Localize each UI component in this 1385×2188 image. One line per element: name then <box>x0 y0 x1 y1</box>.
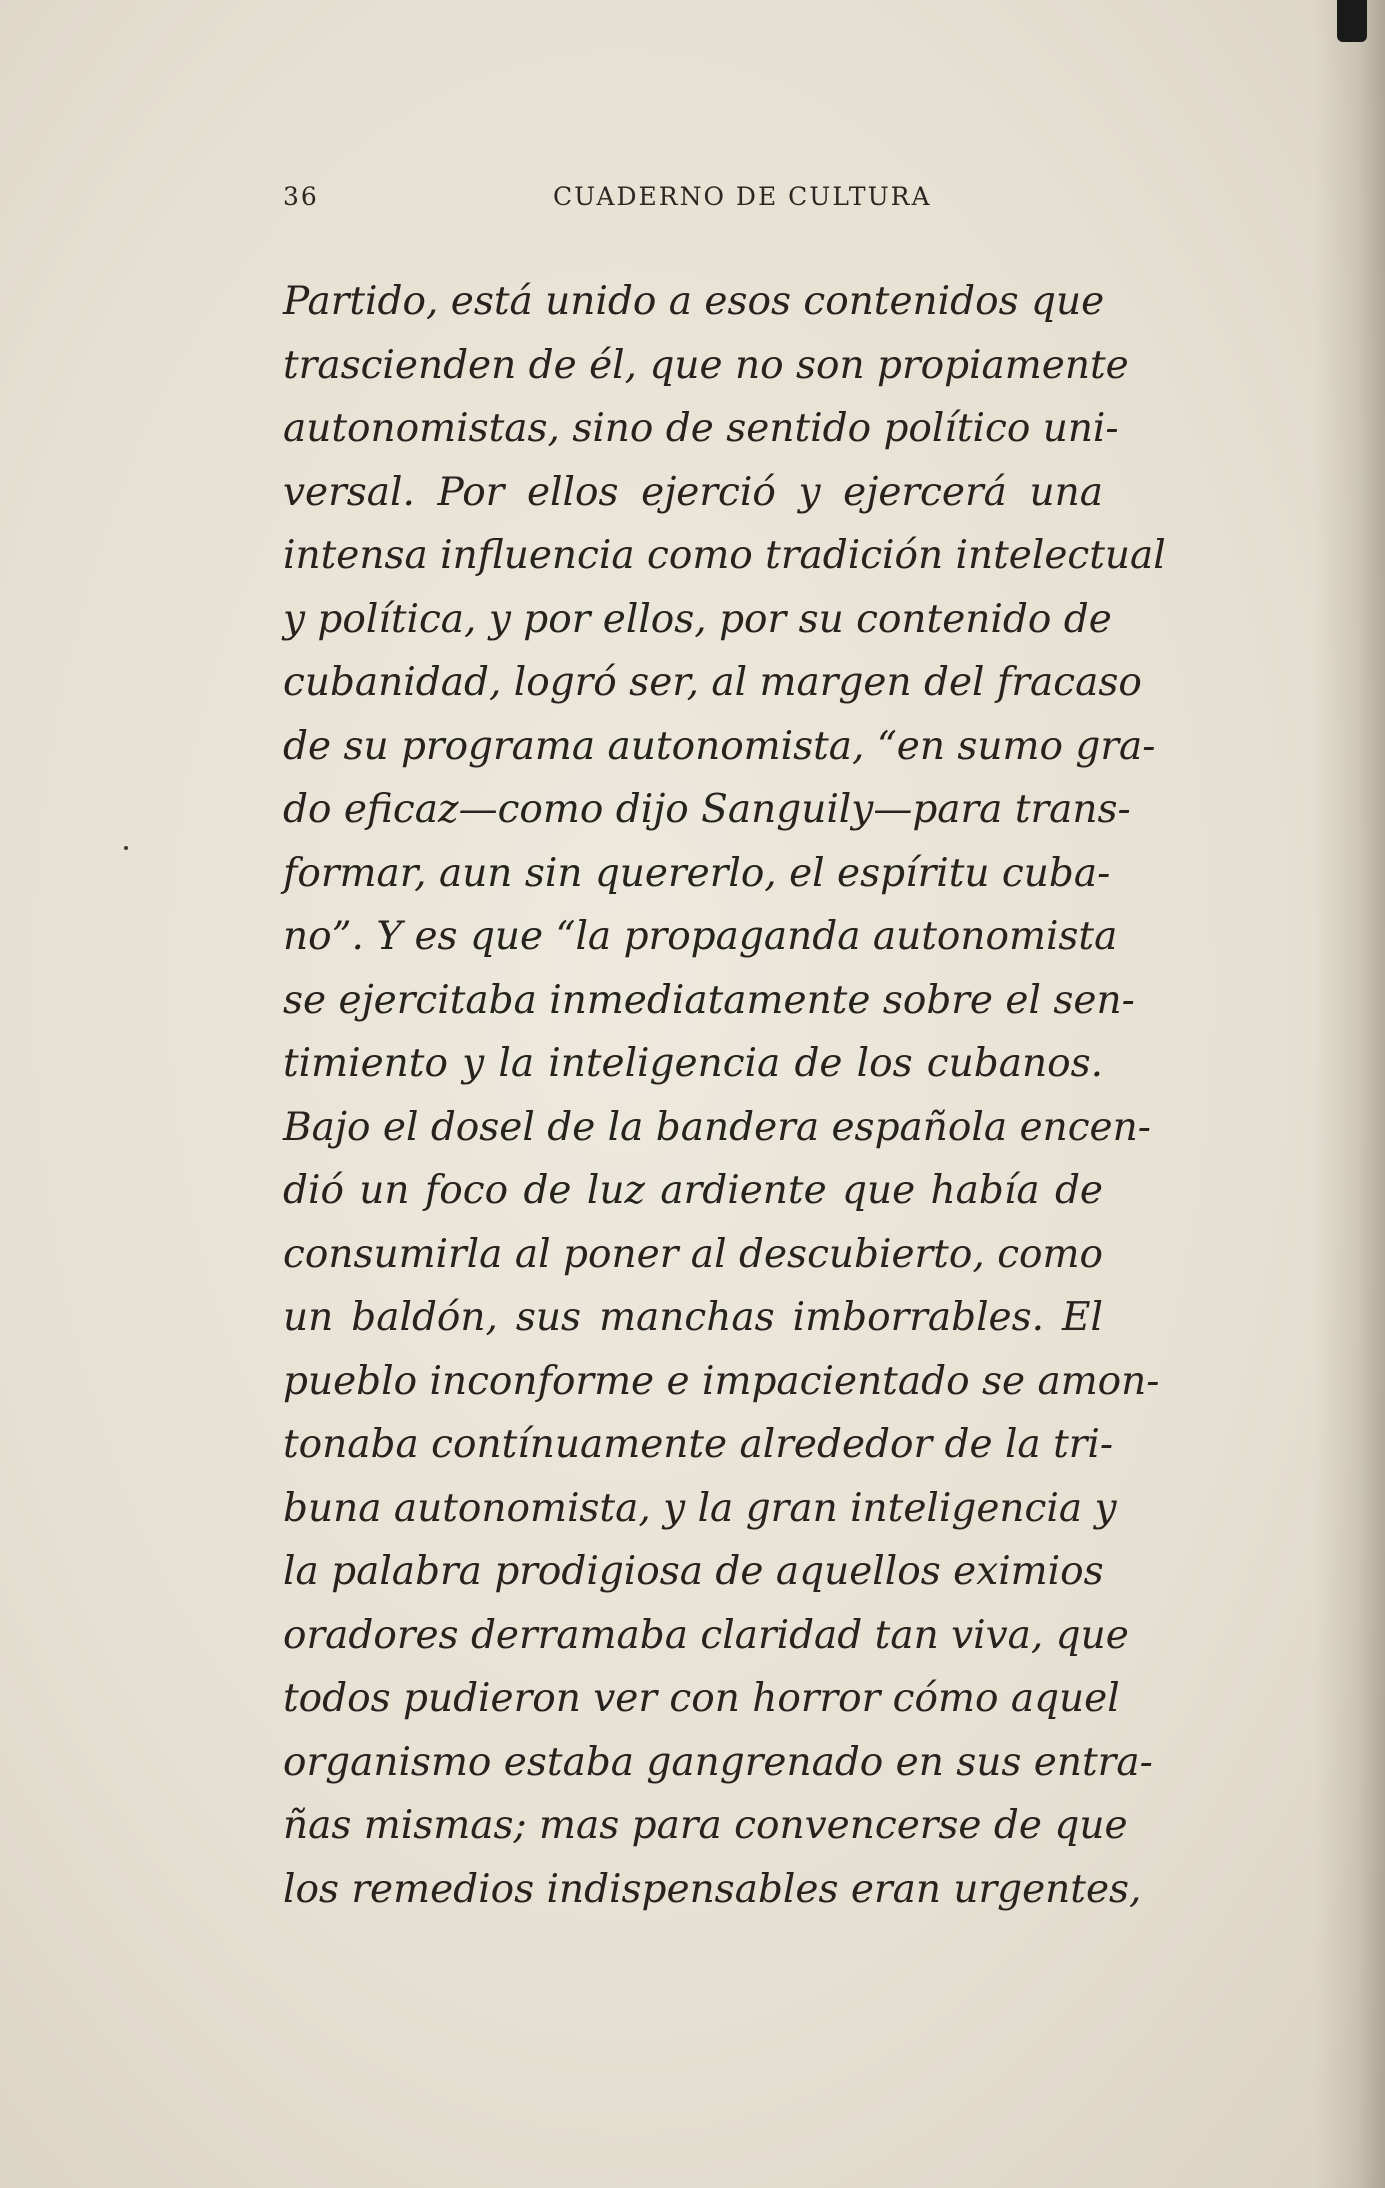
text-line: Bajo el dosel de la bandera española encen- <box>283 1104 1151 1150</box>
corner-tab-mark <box>1337 0 1367 42</box>
text-line: la palabra prodigiosa de aquellos eximios <box>283 1549 1104 1594</box>
text-line: buna autonomista, y la gran inteligencia y <box>283 1485 1117 1531</box>
text-line: dió un foco de luz ardiente que había de <box>283 1168 1103 1213</box>
text-line: do eficaz—como dijo Sanguily—para trans- <box>283 787 1131 832</box>
text-line: consumirla al poner al descubierto, como <box>283 1231 1103 1277</box>
running-head: CUADERNO DE CULTURA <box>553 182 932 211</box>
text-line: versal. Por ellos ejerció y ejercerá una <box>283 469 1103 515</box>
page-header <box>283 182 1033 222</box>
text-line: trascienden de él, que no son propiamente <box>283 342 1129 388</box>
page-number: 36 <box>283 182 319 211</box>
text-line: intensa influencia como tradición intelectual <box>283 533 1166 578</box>
text-line: organismo estaba gangrenado en sus entra- <box>283 1739 1153 1785</box>
text-line: cubanidad, logró ser, al margen del fracaso <box>283 660 1142 705</box>
page-edge-shadow <box>1315 0 1385 2188</box>
text-line: pueblo inconforme e impacientado se amon- <box>283 1358 1160 1404</box>
text-line: oradores derramaba claridad tan viva, que <box>283 1612 1129 1658</box>
text-line: un baldón, sus manchas imborrables. El <box>283 1295 1103 1340</box>
text-line: todos pudieron ver con horror cómo aquel <box>283 1676 1120 1721</box>
text-line: tonaba contínuamente alrededor de la tri- <box>283 1422 1114 1467</box>
margin-speck <box>124 846 128 850</box>
text-line: timiento y la inteligencia de los cubanos. <box>283 1041 1103 1086</box>
text-line: ñas mismas; mas para convencerse de que <box>283 1803 1128 1848</box>
text-line: Partido, está unido a esos contenidos que <box>283 279 1105 324</box>
text-line: se ejercitaba inmediatamente sobre el sen- <box>283 977 1135 1023</box>
text-line: y política, y por ellos, por su contenido de <box>283 596 1112 642</box>
text-line: no”. Y es que “la propaganda autonomista <box>283 914 1118 959</box>
text-line: autonomistas, sino de sentido político uni- <box>283 406 1119 451</box>
text-line: de su programa autonomista, “en sumo gra- <box>283 723 1156 769</box>
body-text <box>283 270 1166 1921</box>
text-line: formar, aun sin quererlo, el espíritu cuba- <box>283 850 1111 896</box>
text-line: los remedios indispensables eran urgentes, <box>283 1866 1142 1912</box>
